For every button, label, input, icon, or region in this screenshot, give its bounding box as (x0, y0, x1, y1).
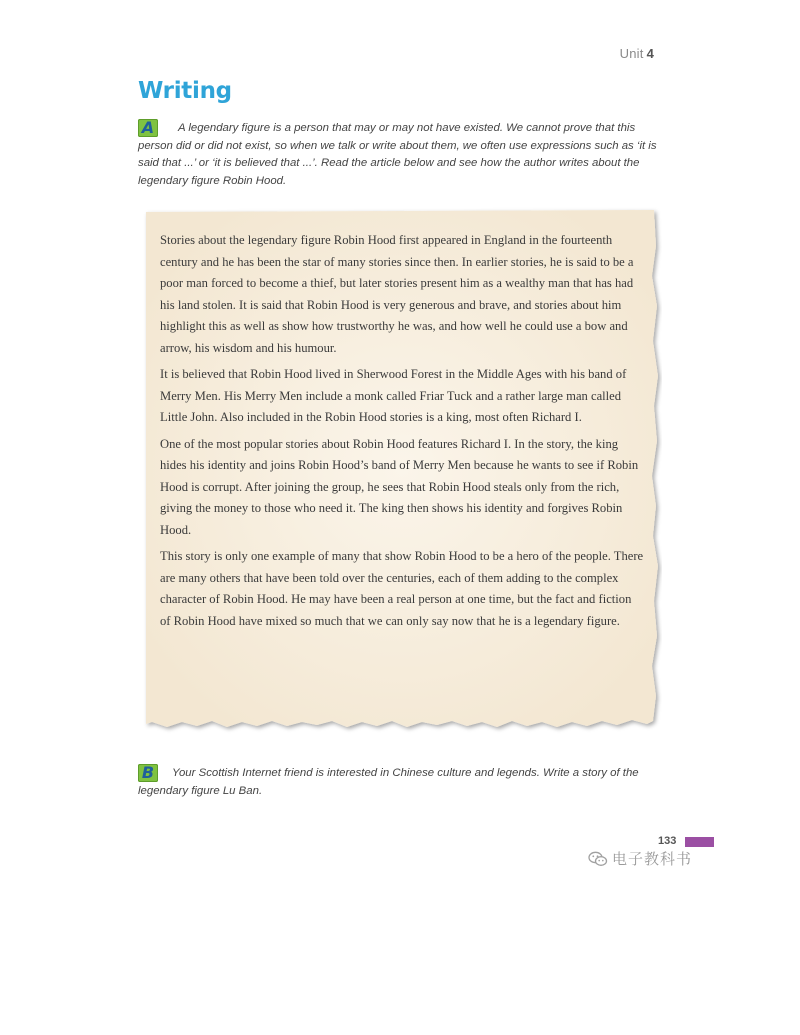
page-number: 133 (658, 835, 677, 847)
part-b-text: Your Scottish Internet friend is interested in Chinese culture and legends. Write a story of the legendary figure Lu Ban. (138, 767, 639, 797)
watermark (588, 848, 692, 869)
part-b-instruction (138, 764, 658, 800)
unit-number: 4 (646, 46, 654, 61)
article-paragraph: One of the most popular stories about Robin Hood features Richard I. In the story, the king hides his identity and joins Robin Hood’s band of Merry Men because he wants to see if Robin Hood is corrupt. After joining the group, he sees that Robin Hood steals only from the rich, giving the money to those who need it. The king then shows his identity and forgives Robin Hood. (160, 436, 639, 537)
section-title: Writing (138, 78, 232, 104)
article-body (160, 230, 645, 637)
article-paragraph: Stories about the legendary figure Robin Hood first appeared in England in the fourteenth century and he has been the star of many stories since then. In earlier stories, he is said to be a poor man forced to become a thief, but later stories present him as a wealthy man that has had his land stolen. It is said that Robin Hood is very generous and brave, and stories about him highlight this as well as show how trustworthy he was, and how well he could use a bow and arrow, his wisdom and his humour. (160, 233, 634, 355)
article-paragraph: It is believed that Robin Hood lived in Sherwood Forest in the Middle Ages with his band of Merry Men. His Merry Men include a monk called Friar Tuck and a rather large man called Little John. Also included in the Robin Hood stories is a king, most often Richard I. (160, 367, 627, 424)
part-a-badge: A (138, 119, 158, 137)
watermark-text: 电子教科书 (612, 850, 693, 868)
part-a-instruction (138, 119, 658, 190)
part-b-badge: B (138, 764, 158, 782)
unit-label: Unit (619, 46, 644, 61)
part-a-text: A legendary figure is a person that may or may not have existed. We cannot prove that this person did or did not exist, so when we talk or write about them, we often use expressions such as ‘it is said that ...’ or ‘it is believed that ...’. Read the article below and see how the author writes about the legendary figure Robin Hood. (138, 122, 657, 187)
wechat-icon (588, 851, 608, 867)
page-number-bar (685, 837, 714, 847)
article-paragraph: This story is only one example of many that show Robin Hood to be a hero of the people. There are many others that have been told over the centuries, each of them adding to the complex character of Robin Hood. He may have been a real person at one time, but the fact and fiction of Robin Hood have mixed so much that we can only say now that he is a legendary figure. (160, 549, 644, 628)
unit-header (620, 46, 654, 61)
